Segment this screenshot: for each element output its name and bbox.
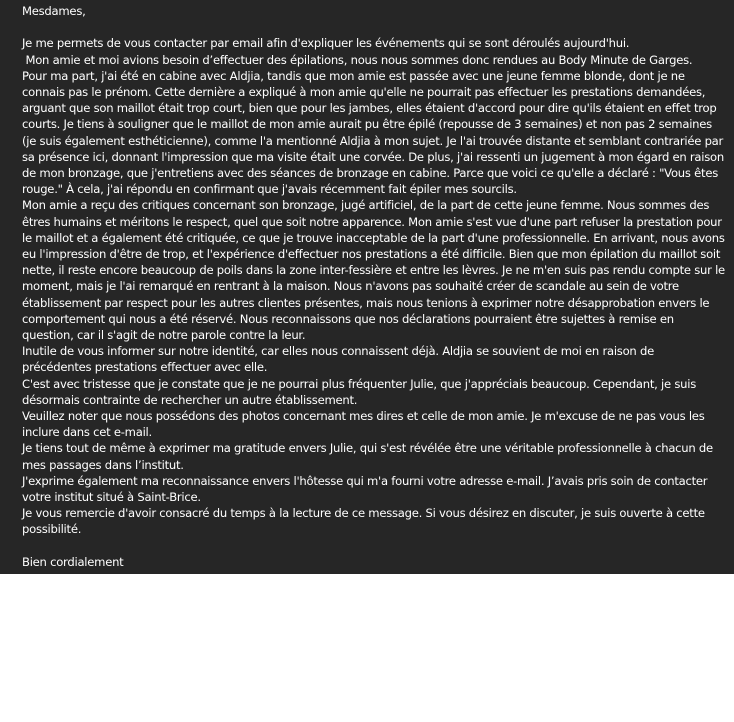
email-paragraph-visit: Mon amie et moi avions besoin d’effectuer des épilations, nous nous sommes donc rendues au Body Minute de Garges. [22, 52, 693, 67]
email-closing: Bien cordialement [22, 554, 124, 569]
email-paragraph-experience: Pour ma part, j'ai été en cabine avec Aldjia, tandis que mon amie est passée avec une jeune femme blonde, dont je ne connais pas le prénom. Cette dernière a expliqué à mon amie qu'elle ne pourrait pas effectuer les prestations demandées, arguant que son maillot était trop court, bien que pour les jambes, elles étaient d'accord pour dire qu'ils étaient en effet trop courts. Je tiens à souligner que le maillot de mon amie aurait pu être épilé (repousse de 3 semaines) et non pas 2 semaines (je suis également esthéticienne), comme l'a mentionné Aldjia à mon sujet. Je l'ai trouvée distante et semblant contrariée par sa présence ici, donnant l'impression que ma visite était une corvée. De plus, j'ai ressenti un jugement à mon égard en raison de mon bronzage, que j'entretiens avec des séances de bronzage en cabine. Parce que voici ce qu'elle a déclaré : "Vous êtes rouge." À cela, j'ai répondu en confirmant que j'avais récemment fait épiler mes sourcils. [22, 68, 728, 197]
email-paragraph-gratitude: Je tiens tout de même à exprimer ma gratitude envers Julie, qui s'est révélée être une véritable professionnelle à chacun de mes passages dans l’institut. [22, 441, 717, 472]
spacer [22, 19, 726, 35]
email-paragraph-photos: Veuillez noter que nous possédons des photos concernant mes dires et celle de mon amie. Je m'excuse de ne pas vous les inclure dans cet e-mail. [22, 409, 708, 440]
email-paragraph-intro: Je me permets de vous contacter par email afin d'expliquer les événements qui se sont déroulés aujourd'hui. [22, 36, 630, 51]
email-paragraph-thanks: Je vous remercie d'avoir consacré du temps à la lecture de ce message. Si vous désirez en discuter, je suis ouverte à cette possibilité. [22, 506, 709, 537]
email-paragraph-identity: Inutile de vous informer sur notre identité, car elles nous connaissent déjà. Aldjia se souvient de moi en raison de précédentes prestations effectuer avec elle. [22, 344, 658, 375]
email-paragraph-hostess: J'exprime également ma reconnaissance envers l'hôtesse qui m'a fourni votre adresse e-mail. J’avais pris soin de contacter votre institut situé à Saint-Brice. [22, 473, 711, 505]
spacer [22, 538, 726, 554]
email-paragraph-friend-critique: Mon amie a reçu des critiques concernant son bronzage, jugé artificiel, de la part de cette jeune femme. Nous sommes des êtres humains et méritons le respect, quel que soit notre apparence. Mon amie s'est vue d'une part refuser la prestation pour le maillot et a également été critiquée, ce que je trouve inacceptable de la part d'une professionnelle. En arrivant, nous avons eu l'impression d'être de trop, et l'expérience d'effectuer nos prestations a été difficile. Bien que mon épilation du maillot soit nette, il reste encore beaucoup de poils dans la zone inter-fessière et entre les lèvres. Je ne m'en suis pas rendu compte sur le moment, mais je l'ai remarqué en rentrant à la maison. Nous n'avons pas souhaité créer de scandale au sein de votre établissement par respect pour les autres clientes présentes, mais nous tenions à exprimer notre désapprobation envers le comportement qui nous a été réservé. Nous reconnaissons que nos déclarations pourraient être sujettes à remise en question, car il s'agit de notre parole contre la leur. [22, 198, 729, 343]
email-greeting: Mesdames, [22, 4, 86, 18]
email-paragraph-julie: C'est avec tristesse que je constate que je ne pourrai plus fréquenter Julie, que j'appréciais beaucoup. Cependant, je suis désormais contrainte de rechercher un autre établissement. [22, 376, 700, 407]
blank-area [0, 574, 734, 722]
